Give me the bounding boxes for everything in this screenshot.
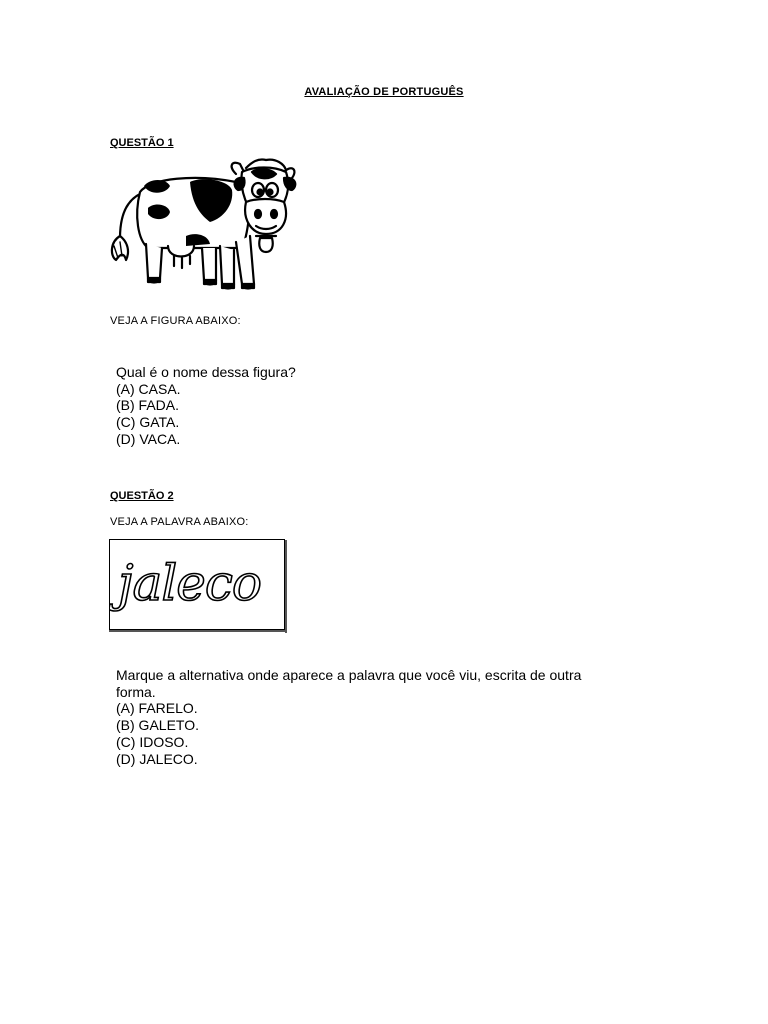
question-2-option-c: (C) IDOSO.	[116, 733, 189, 750]
question-1-option-a: (A) CASA.	[116, 380, 181, 397]
question-2-block	[116, 667, 581, 767]
question-1-heading: QUESTÃO 1	[110, 137, 174, 149]
question-2-option-a: (A) FARELO.	[116, 700, 198, 717]
page-title: AVALIAÇÃO DE PORTUGUÊS	[304, 86, 464, 98]
question-1-option-b: (B) FADA.	[116, 397, 180, 414]
cow-illustration	[106, 156, 302, 296]
question-2-heading: QUESTÃO 2	[110, 490, 174, 502]
question-2-instruction: VEJA A PALAVRA ABAIXO:	[110, 516, 249, 528]
cursive-word-box	[109, 539, 285, 630]
question-1-block	[116, 364, 296, 448]
question-2-prompt-line-1: Marque a alternativa onde aparece a palavra que você viu, escrita de outra	[116, 667, 582, 683]
cursive-word-text: jaleco	[118, 554, 261, 612]
question-2-option-d: (D) JALECO.	[116, 750, 198, 767]
question-1-instruction: VEJA A FIGURA ABAIXO:	[110, 315, 241, 327]
cursive-word-jaleco	[110, 540, 284, 629]
question-1-option-d: (D) VACA.	[116, 430, 181, 447]
question-2-prompt-line-2: forma.	[116, 683, 156, 700]
question-1-prompt: Qual é o nome dessa figura?	[116, 364, 296, 380]
question-1-option-c: (C) GATA.	[116, 414, 180, 431]
question-2-option-b: (B) GALETO.	[116, 717, 199, 734]
